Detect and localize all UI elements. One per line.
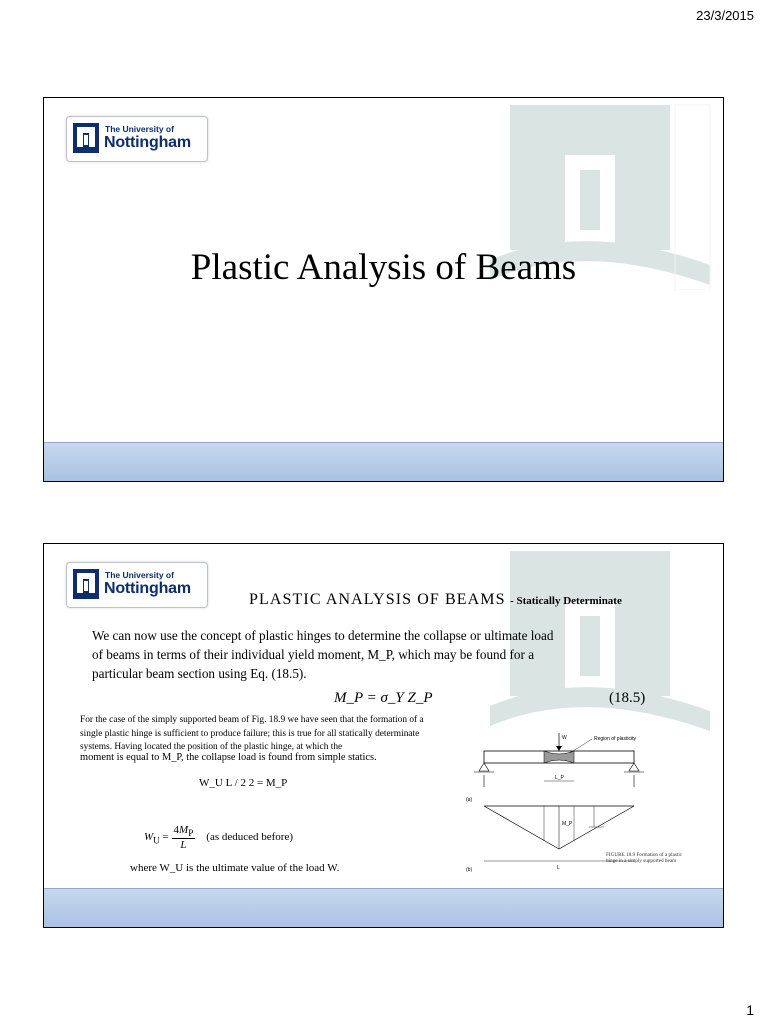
region-label: Region of plasticity — [594, 736, 636, 742]
textbook-paragraph-continued: moment is equal to M_P, the collapse load is found from simple statics. — [80, 752, 377, 763]
statics-equation — [199, 777, 287, 789]
university-logo — [66, 562, 208, 608]
logo-line2: Nottingham — [104, 580, 191, 597]
slide-title: Plastic Analysis of Beams — [190, 247, 577, 288]
statics-equation-text: W_U L / 2 2 = M_P — [199, 777, 288, 789]
l-label: L — [557, 865, 560, 871]
slide-footer-bar — [44, 888, 723, 927]
mp-label: M_P — [562, 821, 573, 827]
page-number: 1 — [746, 1002, 754, 1018]
logo-line2: Nottingham — [104, 134, 191, 151]
equation-number: (18.5) — [609, 690, 646, 706]
university-logo — [66, 116, 208, 162]
figure-caption: FIGURE 18.9 Formation of a plastic hinge in a simply supported beam — [606, 852, 683, 864]
slide-heading — [249, 591, 622, 609]
intro-paragraph: We can now use the concept of plastic hinges to determine the collapse or ultimate load of beams in terms of their individual yield moment, M_P, which may be found for a particular beam section using Eq. (18.5). — [92, 628, 554, 681]
crest-icon — [73, 569, 99, 599]
slide-1 — [43, 97, 724, 482]
panel-a-label: (a) — [466, 797, 473, 803]
logo-line1: The University of — [105, 124, 174, 134]
closing-sentence: where W_U is the ultimate value of the load W. — [130, 862, 340, 874]
lp-label: L_P — [555, 775, 564, 781]
slide-footer-bar — [44, 442, 723, 481]
equation-18-5: M_P = σ_Y Z_P — [334, 690, 433, 706]
collapse-load-equation: $W_U$ = $\frac{4M_P}{L}$ (as deduced before) — [144, 824, 294, 852]
slide-2 — [43, 543, 724, 928]
heading-sub: - Statically Determinate — [510, 595, 622, 607]
load-label: W — [562, 735, 567, 741]
logo-line1: The University of — [105, 570, 174, 580]
page-date: 23/3/2015 — [696, 8, 754, 23]
panel-b-label: (b) — [466, 867, 473, 873]
textbook-paragraph: For the case of the simply supported beam of Fig. 18.9 we have seen that the formation of a single plastic hinge is sufficient to produce failure; this is true for all statically determinate systems. Having located the position of the plastic hinge, at which the — [80, 715, 424, 752]
heading-main: PLASTIC ANALYSIS OF BEAMS — [249, 591, 506, 608]
crest-icon — [73, 123, 99, 153]
deduced-note: (as deduced before) — [206, 831, 294, 844]
